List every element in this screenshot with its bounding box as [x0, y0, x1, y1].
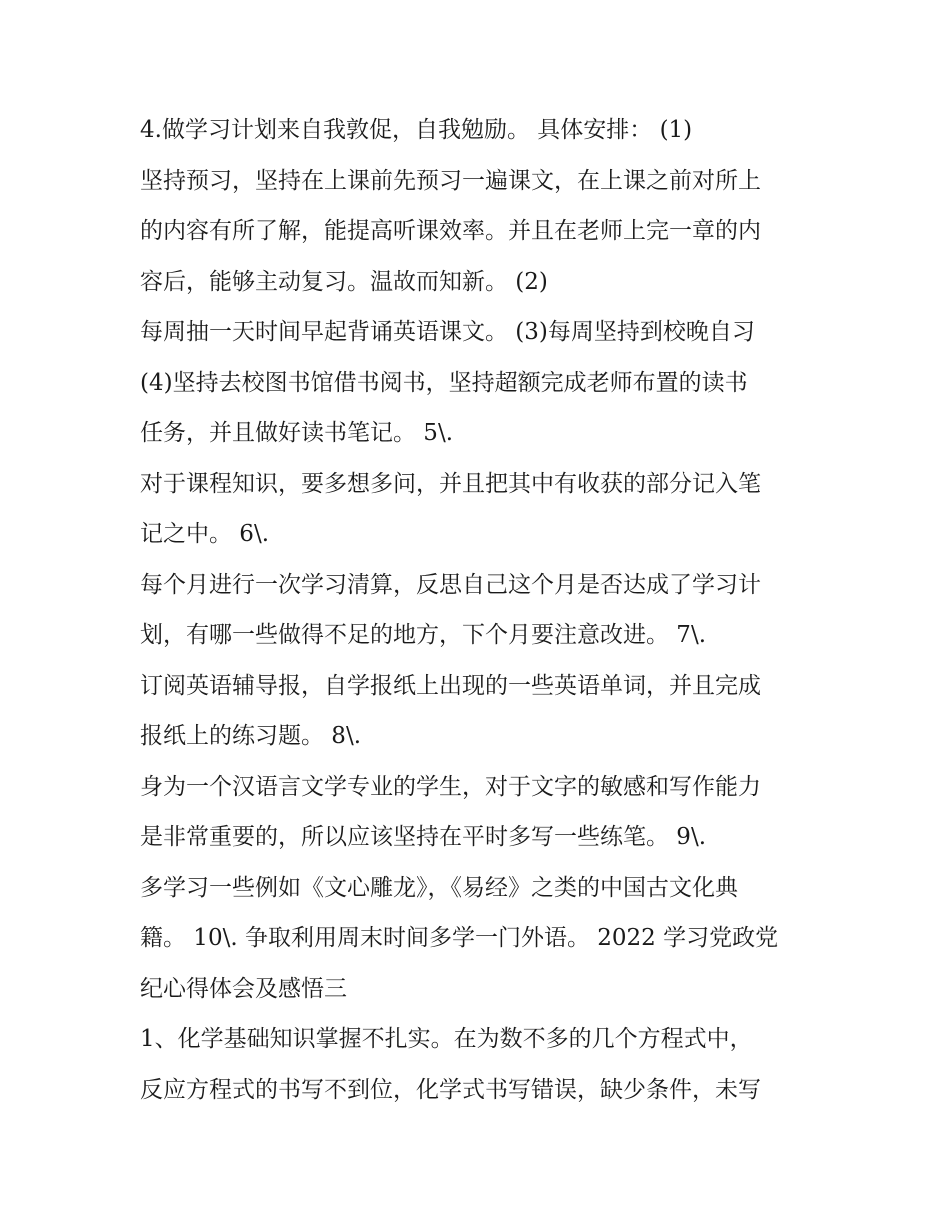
- text-line-4: 容后，能够主动复习。温故而知新。 (2): [140, 269, 548, 295]
- text-line-10: 每个月进行一次学习清算，反思自己这个月是否达成了学习计: [140, 572, 761, 598]
- text-line-13: 报纸上的练习题。 8\.: [140, 723, 362, 749]
- text-line-11: 划，有哪一些做得不足的地方，下个月要注意改进。 7\.: [140, 622, 707, 648]
- text-line-2: 坚持预习，坚持在上课前先预习一遍课文，在上课之前对所上: [140, 168, 761, 194]
- text-line-19: 1、化学基础知识掌握不扎实。在为数不多的几个方程式中，: [140, 1026, 753, 1052]
- text-line-1: 4.做学习计划来自我敦促，自我勉励。 具体安排： (1): [140, 117, 693, 143]
- text-line-5: 每周抽一天时间早起背诵英语课文。 (3)每周坚持到校晚自习: [140, 319, 755, 345]
- text-line-7: 任务，并且做好读书笔记。 5\.: [140, 420, 454, 446]
- text-line-15: 是非常重要的，所以应该坚持在平时多写一些练笔。 9\.: [140, 824, 707, 850]
- document-body: [140, 108, 820, 1118]
- text-line-9: 记之中。 6\.: [140, 521, 270, 547]
- text-line-18: 纪心得体会及感悟三: [140, 976, 347, 1002]
- text-line-20: 反应方程式的书写不到位，化学式书写错误，缺少条件，未写: [140, 1077, 761, 1103]
- text-line-14: 身为一个汉语言文学专业的学生，对于文字的敏感和写作能力: [140, 774, 761, 800]
- text-line-8: 对于课程知识，要多想多问，并且把其中有收获的部分记入笔: [140, 471, 761, 497]
- text-line-3: 的内容有所了解，能提高听课效率。并且在老师上完一章的内: [140, 218, 761, 244]
- text-line-12: 订阅英语辅导报，自学报纸上出现的一些英语单词，并且完成: [140, 673, 761, 699]
- text-line-16: 多学习一些例如《文心雕龙》，《易经》之类的中国古文化典: [140, 875, 738, 901]
- text-line-6: (4)坚持去校图书馆借书阅书，坚持超额完成老师布置的读书: [140, 370, 748, 396]
- text-line-17: 籍。 10\. 争取利用周末时间多学一门外语。 2022 学习党政党: [140, 925, 779, 951]
